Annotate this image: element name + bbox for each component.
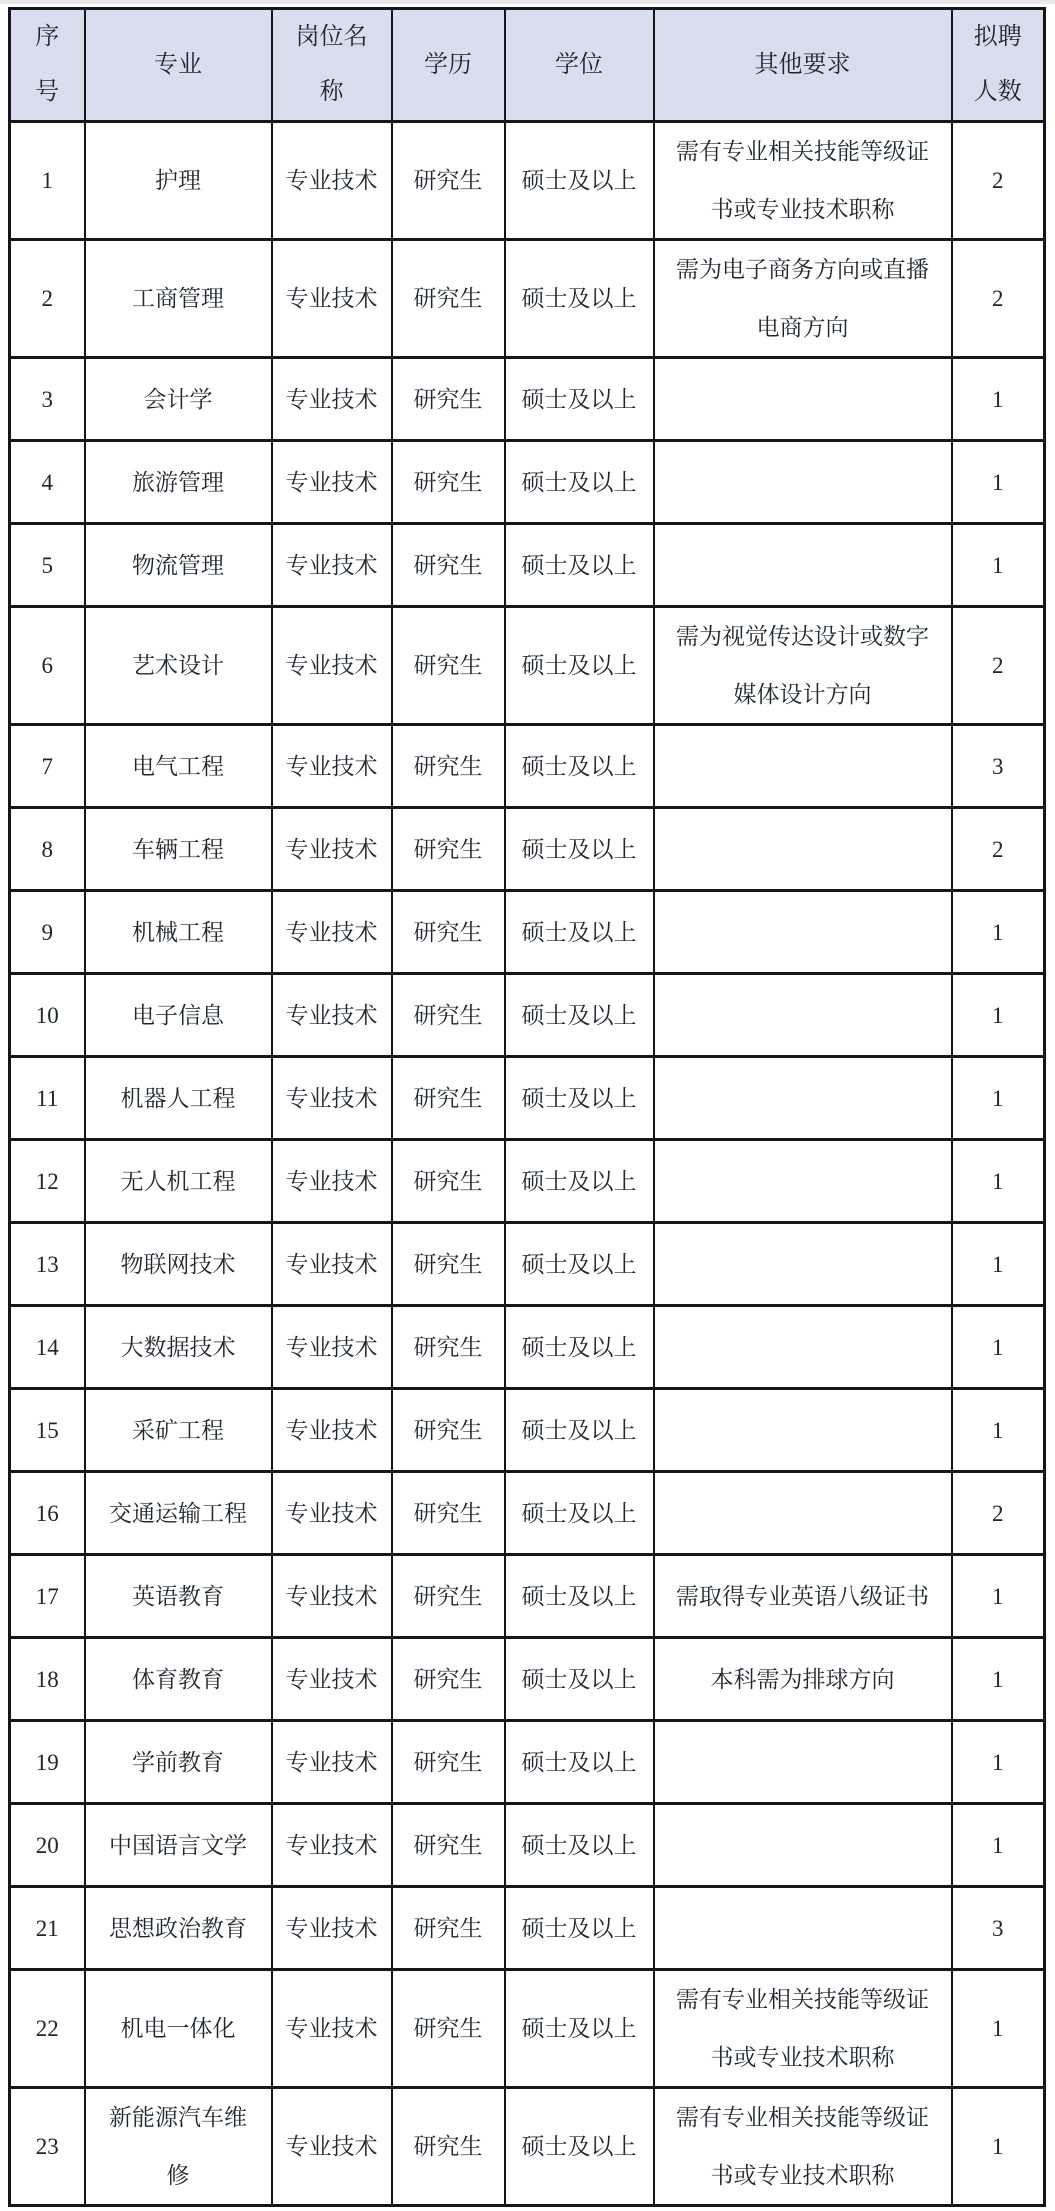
cell-major: 交通运输工程 xyxy=(85,1472,272,1555)
table-row xyxy=(10,1555,1045,1638)
table-row xyxy=(10,524,1045,607)
cell-no: 1 xyxy=(10,122,85,240)
table-row xyxy=(10,240,1045,358)
cell-major: 会计学 xyxy=(85,358,272,441)
cell-requirements xyxy=(654,1057,952,1140)
cell-education: 研究生 xyxy=(392,1306,505,1389)
cell-position: 专业技术 xyxy=(272,1223,392,1306)
cell-no: 15 xyxy=(10,1389,85,1472)
cell-degree: 硕士及以上 xyxy=(505,524,654,607)
cell-no: 4 xyxy=(10,441,85,524)
cell-no: 11 xyxy=(10,1057,85,1140)
cell-no: 7 xyxy=(10,725,85,808)
cell-count: 1 xyxy=(952,1389,1045,1472)
table-row xyxy=(10,725,1045,808)
cell-education: 研究生 xyxy=(392,1057,505,1140)
cell-position: 专业技术 xyxy=(272,1638,392,1721)
cell-no: 2 xyxy=(10,240,85,358)
cell-major: 新能源汽车维修 xyxy=(85,2088,272,2206)
cell-requirements: 本科需为排球方向 xyxy=(654,1638,952,1721)
cell-count: 1 xyxy=(952,974,1045,1057)
cell-major: 工商管理 xyxy=(85,240,272,358)
cell-education: 研究生 xyxy=(392,1970,505,2088)
cell-major: 机电一体化 xyxy=(85,1970,272,2088)
cell-degree: 硕士及以上 xyxy=(505,1555,654,1638)
table-row xyxy=(10,358,1045,441)
cell-degree: 硕士及以上 xyxy=(505,1804,654,1887)
cell-no: 13 xyxy=(10,1223,85,1306)
cell-position: 专业技术 xyxy=(272,1306,392,1389)
table-row xyxy=(10,1970,1045,2088)
cell-education: 研究生 xyxy=(392,122,505,240)
top-strip xyxy=(0,0,1055,4)
cell-degree: 硕士及以上 xyxy=(505,1887,654,1970)
cell-major: 电气工程 xyxy=(85,725,272,808)
cell-position: 专业技术 xyxy=(272,725,392,808)
cell-requirements xyxy=(654,974,952,1057)
cell-no: 8 xyxy=(10,808,85,891)
cell-position: 专业技术 xyxy=(272,524,392,607)
cell-requirements: 需为电子商务方向或直播电商方向 xyxy=(654,240,952,358)
header-col-degree: 学位 xyxy=(505,9,654,122)
cell-requirements xyxy=(654,725,952,808)
table-row xyxy=(10,1306,1045,1389)
cell-major: 机械工程 xyxy=(85,891,272,974)
cell-education: 研究生 xyxy=(392,1887,505,1970)
cell-no: 19 xyxy=(10,1721,85,1804)
table-row xyxy=(10,808,1045,891)
cell-education: 研究生 xyxy=(392,1389,505,1472)
table-row xyxy=(10,1140,1045,1223)
cell-position: 专业技术 xyxy=(272,122,392,240)
cell-no: 18 xyxy=(10,1638,85,1721)
cell-count: 2 xyxy=(952,122,1045,240)
cell-major: 英语教育 xyxy=(85,1555,272,1638)
cell-no: 3 xyxy=(10,358,85,441)
table-row xyxy=(10,1389,1045,1472)
cell-position: 专业技术 xyxy=(272,1887,392,1970)
cell-position: 专业技术 xyxy=(272,974,392,1057)
cell-no: 16 xyxy=(10,1472,85,1555)
cell-requirements xyxy=(654,441,952,524)
table-row xyxy=(10,2088,1045,2206)
cell-requirements: 需有专业相关技能等级证书或专业技术职称 xyxy=(654,122,952,240)
cell-requirements xyxy=(654,1306,952,1389)
cell-no: 5 xyxy=(10,524,85,607)
table-row xyxy=(10,1472,1045,1555)
cell-count: 2 xyxy=(952,607,1045,725)
cell-major: 车辆工程 xyxy=(85,808,272,891)
cell-major: 旅游管理 xyxy=(85,441,272,524)
cell-count: 1 xyxy=(952,1223,1045,1306)
cell-education: 研究生 xyxy=(392,524,505,607)
cell-no: 6 xyxy=(10,607,85,725)
cell-education: 研究生 xyxy=(392,1140,505,1223)
cell-count: 1 xyxy=(952,1555,1045,1638)
cell-requirements xyxy=(654,358,952,441)
cell-degree: 硕士及以上 xyxy=(505,441,654,524)
cell-requirements xyxy=(654,1887,952,1970)
cell-education: 研究生 xyxy=(392,441,505,524)
cell-degree: 硕士及以上 xyxy=(505,974,654,1057)
table-row xyxy=(10,1057,1045,1140)
cell-position: 专业技术 xyxy=(272,607,392,725)
cell-position: 专业技术 xyxy=(272,441,392,524)
cell-degree: 硕士及以上 xyxy=(505,1472,654,1555)
cell-position: 专业技术 xyxy=(272,1140,392,1223)
cell-position: 专业技术 xyxy=(272,240,392,358)
cell-requirements: 需为视觉传达设计或数字媒体设计方向 xyxy=(654,607,952,725)
cell-count: 1 xyxy=(952,1057,1045,1140)
header-col-major: 专业 xyxy=(85,9,272,122)
table-header xyxy=(10,9,1045,122)
table-row xyxy=(10,891,1045,974)
table-row xyxy=(10,441,1045,524)
cell-position: 专业技术 xyxy=(272,1721,392,1804)
cell-no: 17 xyxy=(10,1555,85,1638)
cell-degree: 硕士及以上 xyxy=(505,607,654,725)
cell-no: 22 xyxy=(10,1970,85,2088)
cell-education: 研究生 xyxy=(392,1721,505,1804)
cell-position: 专业技术 xyxy=(272,1970,392,2088)
cell-position: 专业技术 xyxy=(272,808,392,891)
cell-requirements: 需有专业相关技能等级证书或专业技术职称 xyxy=(654,2088,952,2206)
header-col-education: 学历 xyxy=(392,9,505,122)
cell-position: 专业技术 xyxy=(272,1389,392,1472)
cell-education: 研究生 xyxy=(392,240,505,358)
cell-count: 1 xyxy=(952,2088,1045,2206)
cell-education: 研究生 xyxy=(392,1223,505,1306)
cell-requirements xyxy=(654,1804,952,1887)
cell-major: 中国语言文学 xyxy=(85,1804,272,1887)
cell-major: 艺术设计 xyxy=(85,607,272,725)
cell-degree: 硕士及以上 xyxy=(505,2088,654,2206)
cell-count: 2 xyxy=(952,240,1045,358)
recruitment-table xyxy=(8,7,1046,2207)
cell-degree: 硕士及以上 xyxy=(505,358,654,441)
cell-degree: 硕士及以上 xyxy=(505,1223,654,1306)
cell-education: 研究生 xyxy=(392,974,505,1057)
header-col-position: 岗位名称 xyxy=(272,9,392,122)
cell-requirements xyxy=(654,1389,952,1472)
header-col-requirements: 其他要求 xyxy=(654,9,952,122)
table-row xyxy=(10,1638,1045,1721)
cell-count: 1 xyxy=(952,891,1045,974)
cell-education: 研究生 xyxy=(392,725,505,808)
cell-no: 21 xyxy=(10,1887,85,1970)
cell-degree: 硕士及以上 xyxy=(505,1638,654,1721)
cell-major: 采矿工程 xyxy=(85,1389,272,1472)
cell-education: 研究生 xyxy=(392,808,505,891)
table-row xyxy=(10,122,1045,240)
cell-count: 2 xyxy=(952,1472,1045,1555)
cell-degree: 硕士及以上 xyxy=(505,1057,654,1140)
table-row xyxy=(10,1804,1045,1887)
cell-major: 护理 xyxy=(85,122,272,240)
cell-count: 1 xyxy=(952,1140,1045,1223)
cell-major: 体育教育 xyxy=(85,1638,272,1721)
cell-count: 1 xyxy=(952,524,1045,607)
cell-count: 1 xyxy=(952,1804,1045,1887)
cell-requirements xyxy=(654,524,952,607)
cell-major: 学前教育 xyxy=(85,1721,272,1804)
cell-position: 专业技术 xyxy=(272,1555,392,1638)
cell-count: 1 xyxy=(952,358,1045,441)
cell-requirements xyxy=(654,1721,952,1804)
cell-education: 研究生 xyxy=(392,1638,505,1721)
cell-position: 专业技术 xyxy=(272,1804,392,1887)
cell-no: 10 xyxy=(10,974,85,1057)
cell-education: 研究生 xyxy=(392,607,505,725)
cell-count: 3 xyxy=(952,725,1045,808)
cell-degree: 硕士及以上 xyxy=(505,1389,654,1472)
cell-education: 研究生 xyxy=(392,1804,505,1887)
cell-no: 14 xyxy=(10,1306,85,1389)
table-body xyxy=(10,122,1045,2206)
cell-count: 3 xyxy=(952,1887,1045,1970)
cell-major: 无人机工程 xyxy=(85,1140,272,1223)
table-row xyxy=(10,1721,1045,1804)
cell-count: 1 xyxy=(952,1721,1045,1804)
cell-count: 2 xyxy=(952,808,1045,891)
cell-major: 电子信息 xyxy=(85,974,272,1057)
cell-position: 专业技术 xyxy=(272,891,392,974)
cell-education: 研究生 xyxy=(392,1555,505,1638)
cell-requirements xyxy=(654,1223,952,1306)
table-row xyxy=(10,1887,1045,1970)
table-row xyxy=(10,607,1045,725)
cell-requirements: 需取得专业英语八级证书 xyxy=(654,1555,952,1638)
cell-major: 大数据技术 xyxy=(85,1306,272,1389)
cell-no: 12 xyxy=(10,1140,85,1223)
table-row xyxy=(10,1223,1045,1306)
cell-count: 1 xyxy=(952,1306,1045,1389)
cell-education: 研究生 xyxy=(392,891,505,974)
cell-requirements xyxy=(654,1140,952,1223)
cell-position: 专业技术 xyxy=(272,1057,392,1140)
cell-major: 思想政治教育 xyxy=(85,1887,272,1970)
cell-degree: 硕士及以上 xyxy=(505,891,654,974)
cell-count: 1 xyxy=(952,1970,1045,2088)
cell-degree: 硕士及以上 xyxy=(505,1970,654,2088)
cell-no: 9 xyxy=(10,891,85,974)
cell-education: 研究生 xyxy=(392,358,505,441)
cell-degree: 硕士及以上 xyxy=(505,725,654,808)
cell-major: 物流管理 xyxy=(85,524,272,607)
cell-education: 研究生 xyxy=(392,2088,505,2206)
cell-degree: 硕士及以上 xyxy=(505,1140,654,1223)
cell-no: 20 xyxy=(10,1804,85,1887)
header-col-count: 拟聘人数 xyxy=(952,9,1045,122)
cell-position: 专业技术 xyxy=(272,358,392,441)
cell-requirements: 需有专业相关技能等级证书或专业技术职称 xyxy=(654,1970,952,2088)
cell-count: 1 xyxy=(952,1638,1045,1721)
table-row xyxy=(10,974,1045,1057)
cell-degree: 硕士及以上 xyxy=(505,1306,654,1389)
cell-degree: 硕士及以上 xyxy=(505,808,654,891)
cell-major: 物联网技术 xyxy=(85,1223,272,1306)
header-row xyxy=(10,9,1045,122)
cell-major: 机器人工程 xyxy=(85,1057,272,1140)
cell-position: 专业技术 xyxy=(272,1472,392,1555)
cell-degree: 硕士及以上 xyxy=(505,1721,654,1804)
header-col-no: 序号 xyxy=(10,9,85,122)
cell-degree: 硕士及以上 xyxy=(505,122,654,240)
cell-requirements xyxy=(654,808,952,891)
cell-degree: 硕士及以上 xyxy=(505,240,654,358)
cell-position: 专业技术 xyxy=(272,2088,392,2206)
cell-education: 研究生 xyxy=(392,1472,505,1555)
cell-count: 1 xyxy=(952,441,1045,524)
cell-requirements xyxy=(654,891,952,974)
cell-requirements xyxy=(654,1472,952,1555)
cell-no: 23 xyxy=(10,2088,85,2206)
